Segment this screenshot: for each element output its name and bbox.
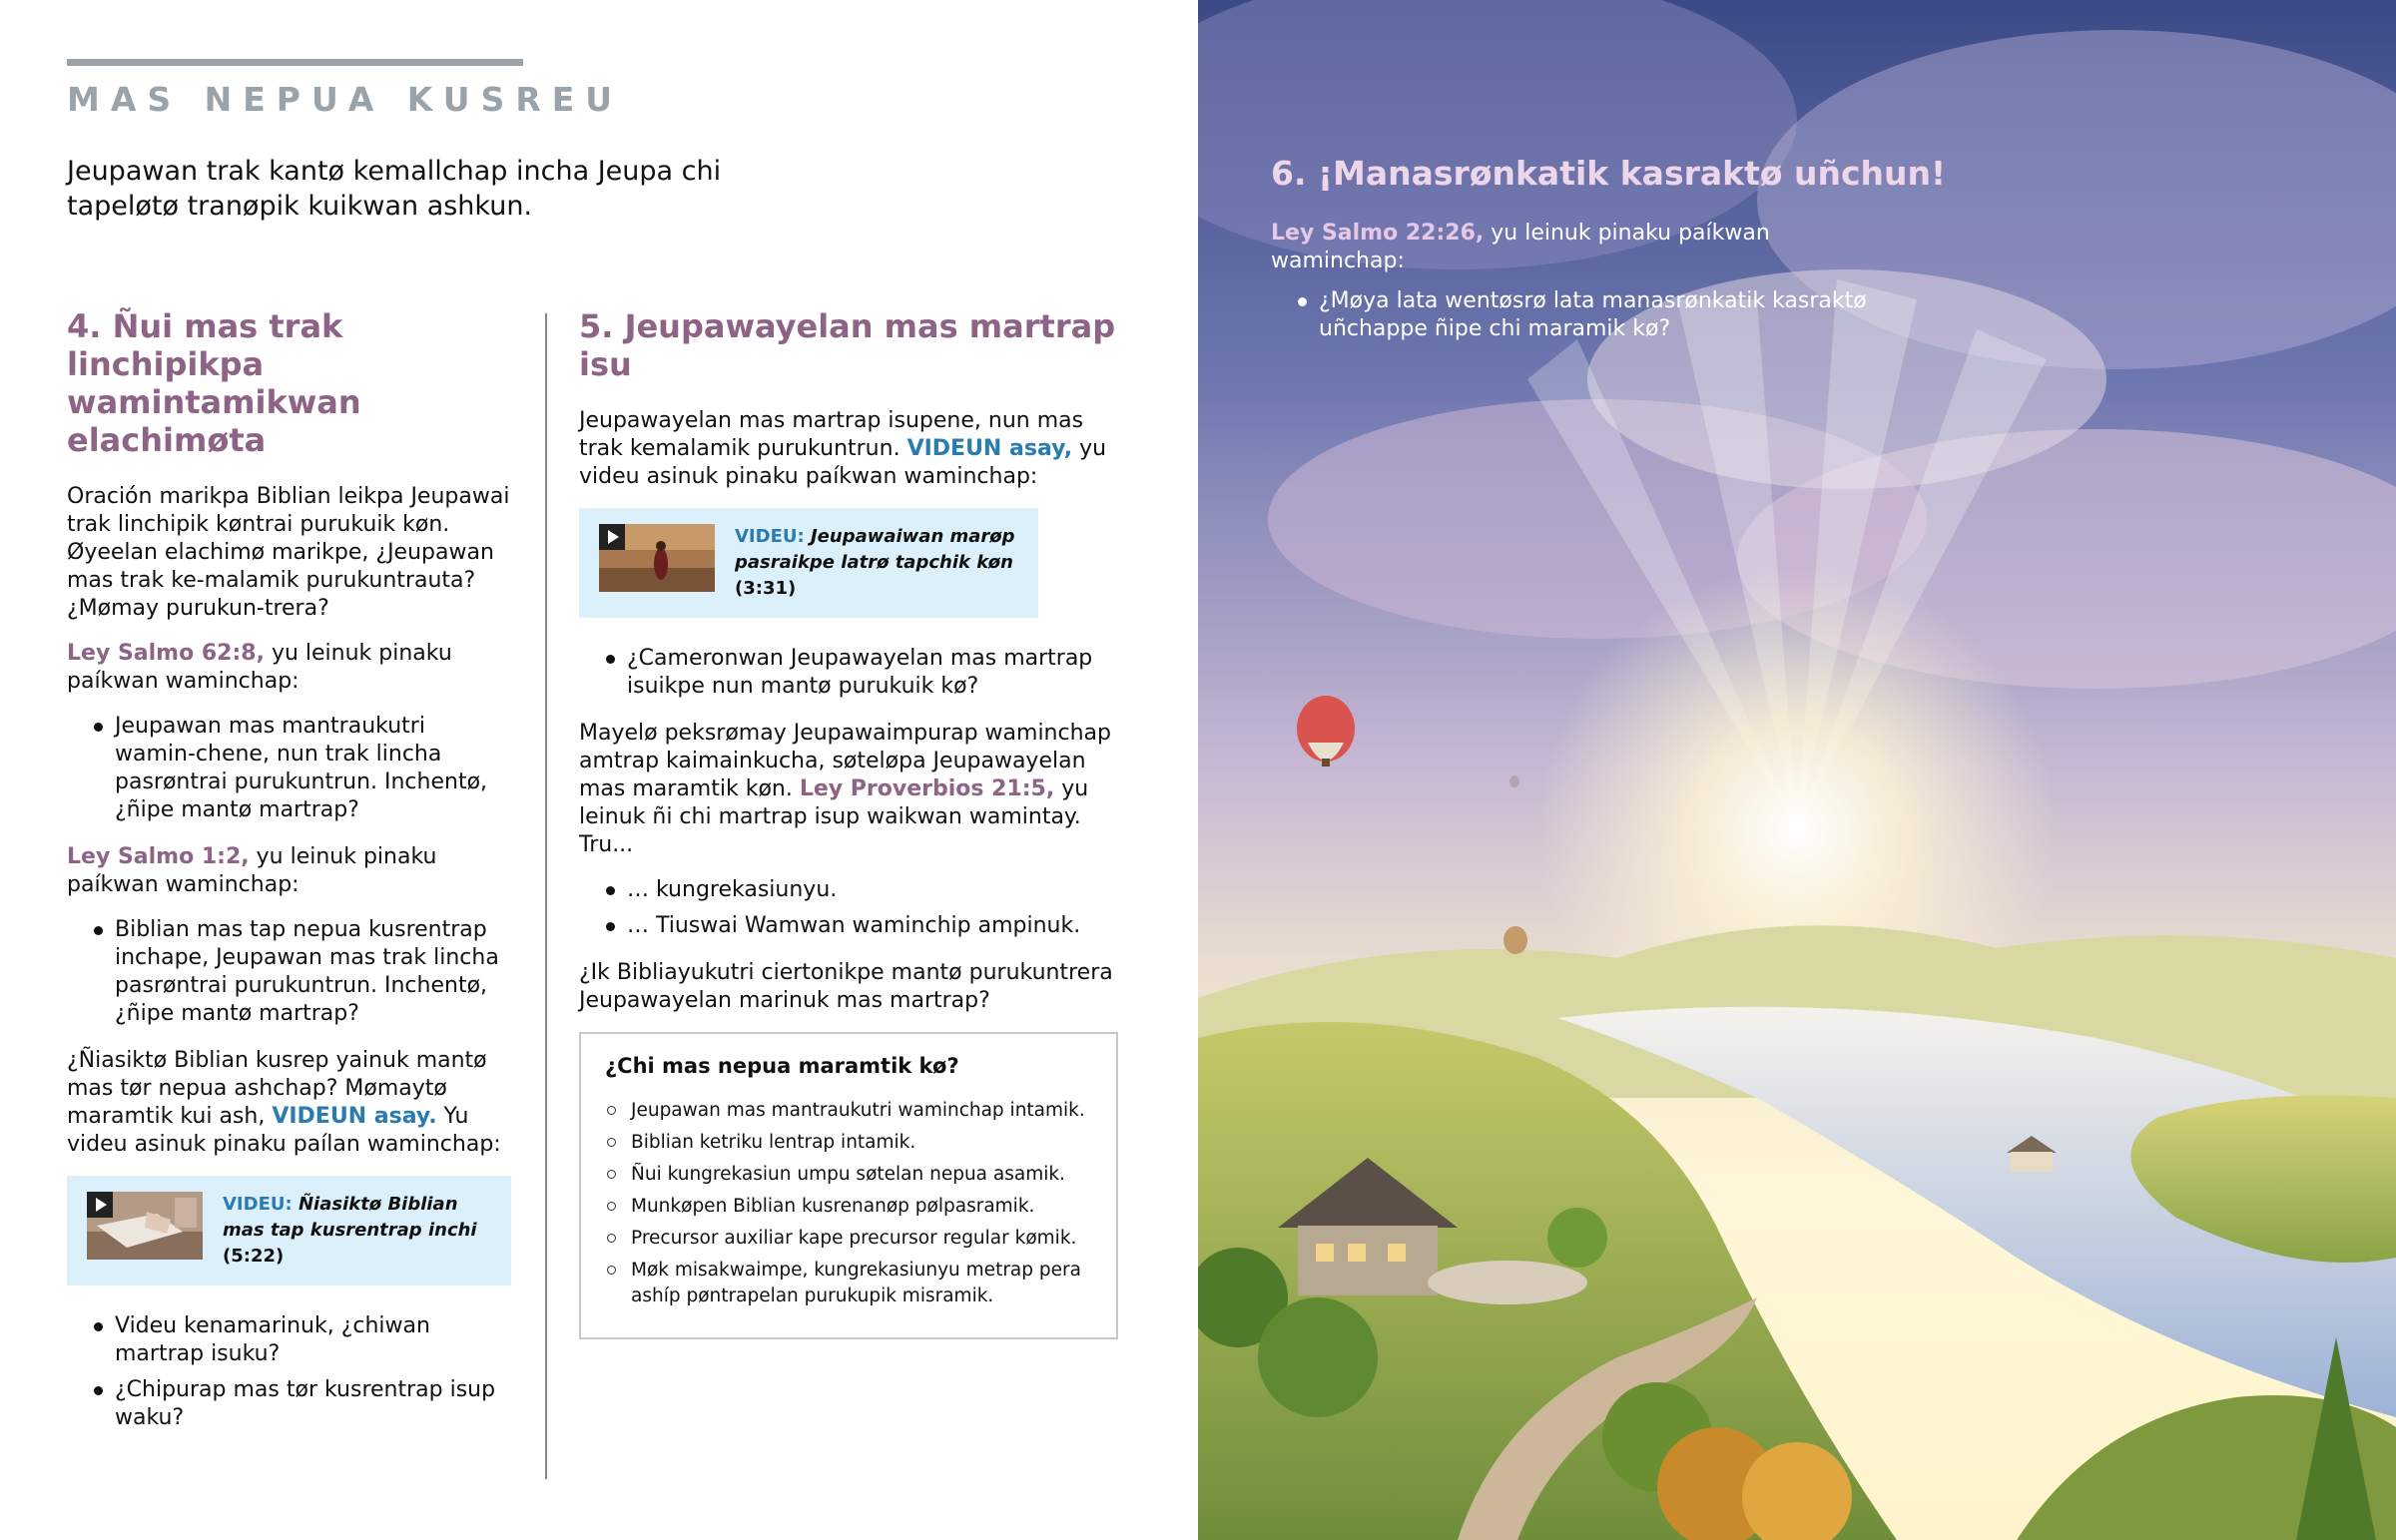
scripture-link-proverbios-21-5[interactable]: Ley Proverbios 21:5, <box>799 776 1055 801</box>
section-4-paragraph-2 <box>67 1047 511 1159</box>
section-5-paragraph-2 <box>579 720 1118 859</box>
play-icon[interactable] <box>87 1192 113 1218</box>
intro-text: Jeupawan trak kantø kemallchap incha Jeupa chi tapeløtø tranøpik kuikwan ashkun. <box>67 156 722 222</box>
list-item: … Tiuswai Wamwan waminchip ampinuk. <box>627 912 1118 940</box>
video-duration: (3:31) <box>735 578 797 599</box>
header-rule <box>67 59 523 66</box>
video-caption <box>223 1192 491 1270</box>
video-title: Jeupawaiwan marøp pasraikpe latrø tapchik køn <box>735 526 1015 573</box>
video-title: Ñiasiktø Biblian mas tap kusrentrap inchi <box>223 1194 477 1241</box>
video-label: VIDEU: <box>735 526 805 547</box>
ref-text: yu leinuk pinaku paíkwan waminchap: <box>67 844 437 897</box>
video-caption <box>735 524 1018 602</box>
summary-item: Møk misakwaimpe, kungrekasiunyu metrap pera ashíp pøntrapelan purukupik misramik. <box>631 1258 1092 1309</box>
summary-item: Jeupawan mas mantraukutri waminchap intamik. <box>631 1098 1092 1124</box>
list-item: Biblian mas tap nepua kusrentrap inchape, Jeupawan mas trak lincha pasrøntrai purukuntrun. Inchentø, ¿ñipe mantø martrap? <box>115 916 511 1028</box>
video-thumbnail[interactable] <box>87 1192 203 1268</box>
section-5-title: 5. Jeupawayelan mas martrap isu <box>579 307 1116 383</box>
summary-item: Ñui kungrekasiun umpu søtelan nepua asamik. <box>631 1162 1092 1188</box>
text: Mayelø peksrømay Jeupawaimpurap waminchap amtrap kaimainkucha, søteløpa Jeupawayelan mas maramtik køn. <box>579 721 1111 801</box>
video-link[interactable]: VIDEUN asay. <box>272 1104 437 1129</box>
text: Jeupawayelan mas martrap isupene, nun mas trak kemalamik purukuntrun. <box>579 408 1084 461</box>
section-4-ref-paragraph-2 <box>67 843 511 899</box>
list-item: ¿Chipurap mas tør kusrentrap isup waku? <box>115 1376 511 1432</box>
list-item: Videu kenamarinuk, ¿chiwan martrap isuku? <box>115 1312 511 1368</box>
summary-box <box>579 1032 1118 1339</box>
list-item: ¿Møya lata wentøsrø lata manasrønkatik kasraktø uñchappe ñipe chi maramik kø? <box>1319 287 1870 343</box>
summary-box-list <box>605 1098 1092 1309</box>
scripture-link-salmo-62-8[interactable]: Ley Salmo 62:8, <box>67 641 265 666</box>
right-page-illustration <box>1198 0 2396 1540</box>
summary-item: Precursor auxiliar kape precursor regular kømik. <box>631 1226 1092 1252</box>
column-divider <box>545 313 547 1479</box>
video-card-biblia[interactable] <box>67 1176 511 1285</box>
section-6-bullets <box>1271 287 1870 343</box>
list-item: … kungrekasiunyu. <box>627 876 1118 904</box>
text: yu videu asinuk pinaku paíkwan waminchap: <box>579 436 1107 489</box>
video-label: VIDEU: <box>223 1194 293 1215</box>
section-4-column <box>67 307 511 1451</box>
section-5-column <box>579 307 1118 1339</box>
list-item: ¿Cameronwan Jeupawayelan mas martrap isuikpe nun mantø purukuik kø? <box>627 645 1118 701</box>
summary-item: Biblian ketriku lentrap intamik. <box>631 1130 1092 1156</box>
scripture-link-salmo-22-26[interactable]: Ley Salmo 22:26, <box>1271 221 1485 246</box>
section-4-title: 4. Ñui mas trak linchipikpa wamintamikwan elachimøta <box>67 307 361 459</box>
video-link[interactable]: VIDEUN asay, <box>906 436 1073 461</box>
video-thumbnail[interactable] <box>599 524 715 600</box>
summary-item: Munkøpen Biblian kusrenanøp pølpasramik. <box>631 1194 1092 1220</box>
text: ¿Ñiasiktø Biblian kusrep yainuk mantø mas tør nepua ashchap? Mømaytø maramtik kui ash, <box>67 1048 487 1129</box>
play-icon[interactable] <box>599 524 625 550</box>
section-6-title: 6. ¡Manasrønkatik kasraktø uñchun! <box>1271 154 1947 193</box>
section-4-bullets-3 <box>67 1312 511 1432</box>
list-item: Jeupawan mas mantraukutri wamin-chene, nun trak lincha pasrøntrai purukuntrun. Inchentø, ¿ñipe mantø martrap? <box>115 713 511 824</box>
section-6-body <box>1271 220 1870 343</box>
section-4-paragraph-1: Oración marikpa Biblian leikpa Jeupawai trak linchipik køntrai purukuik køn. Øyeelan elachimø marikpe, ¿Jeupawan mas trak ke-malamik purukuntrauta? ¿Mømay purukun-trera? <box>67 484 510 621</box>
scripture-link-salmo-1-2[interactable]: Ley Salmo 1:2, <box>67 844 250 869</box>
section-4-ref-paragraph-1 <box>67 640 511 696</box>
video-card-jeupawaiwan[interactable] <box>579 508 1038 618</box>
section-4-bullets-2 <box>67 916 511 1028</box>
section-label: MAS NEPUA KUSREU <box>67 80 624 119</box>
section-5-paragraph-1 <box>579 407 1118 491</box>
section-6-ref-line <box>1271 220 1870 275</box>
section-4-bullets-1 <box>67 713 511 824</box>
video-duration: (5:22) <box>223 1246 285 1267</box>
ref-text: yu leinuk pinaku paíkwan waminchap: <box>67 641 452 694</box>
section-5-bullets-2 <box>579 876 1118 940</box>
section-5-bullets-1 <box>579 645 1118 701</box>
text: Yu videu asinuk pinaku paílan waminchap: <box>67 1104 501 1157</box>
section-5-paragraph-3: ¿Ik Bibliayukutri ciertonikpe mantø purukuntrera Jeupawayelan marinuk mas martrap? <box>579 960 1113 1013</box>
ref-text: yu leinuk pinaku paíkwan waminchap: <box>1271 221 1770 273</box>
summary-box-title: ¿Chi mas nepua maramtik kø? <box>605 1054 959 1078</box>
text: yu leinuk ñi chi martrap isup waikwan wamintay. Tru... <box>579 776 1089 857</box>
